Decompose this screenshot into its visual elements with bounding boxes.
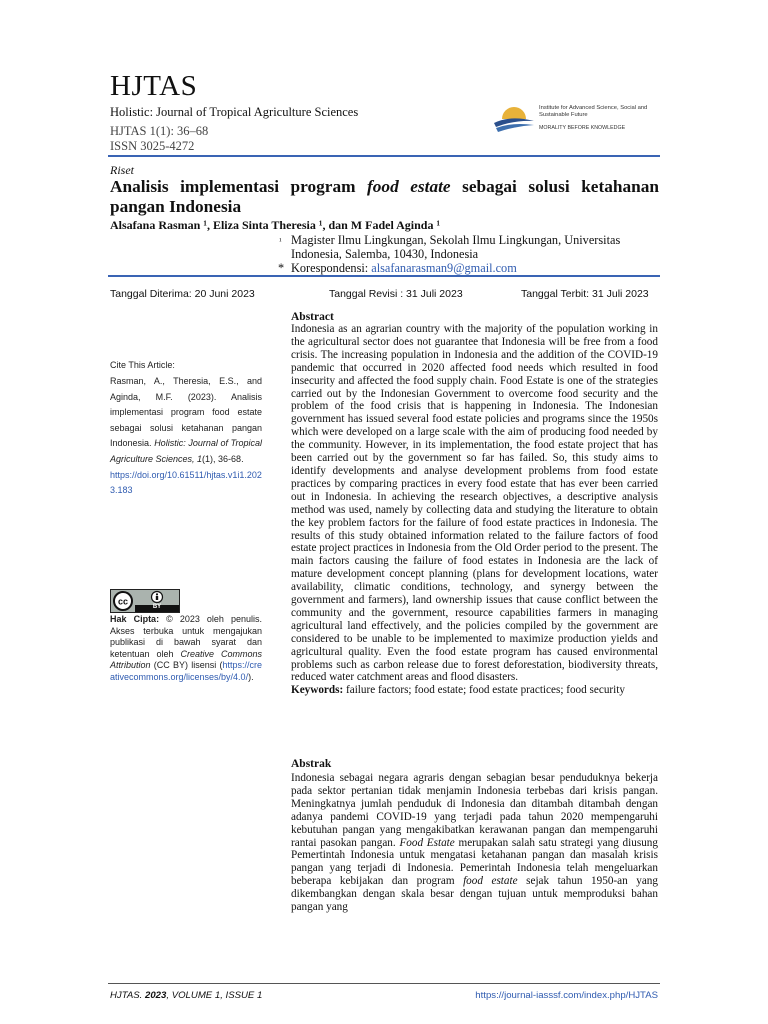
keywords-list: failure factors; food estate; food estate practices; food security [343, 684, 625, 697]
abstract-section [291, 311, 658, 697]
cc-by-label: BY [152, 604, 162, 610]
date-revised: Tanggal Revisi : 31 Juli 2023 [329, 288, 463, 300]
correspondence [291, 261, 517, 276]
correspondence-label: Korespondensi: [291, 261, 372, 275]
abstrak-body [291, 772, 658, 914]
cc-by-license-badge[interactable] [110, 589, 180, 613]
affiliation-line-1: Magister Ilmu Lingkungan, Sekolah Ilmu Lingkungan, Universitas [291, 233, 621, 247]
keywords-label: Keywords: [291, 684, 344, 697]
author-list: Alsafana Rasman ¹, Eliza Sinta Theresia ¹, dan M Fadel Aginda ¹ [110, 218, 441, 232]
header-divider [108, 155, 660, 157]
affiliation-marker: ¹ [279, 236, 282, 246]
title-divider [108, 275, 660, 277]
logo-motto: MORALITY BEFORE KNOWLEDGE [539, 125, 626, 131]
footer-journal: HJTAS. [110, 990, 143, 1001]
correspondence-marker: * [278, 261, 285, 275]
footer-divider [108, 983, 660, 984]
footer-journal-url-link[interactable]: https://journal-iasssf.com/index.php/HJTAS [475, 990, 658, 1001]
title-text-italic: food estate [367, 177, 451, 196]
doi-link[interactable]: https://doi.org/10.61511/hjtas.v1i1.2023.183 [110, 469, 262, 496]
journal-name: HJTAS [110, 70, 198, 102]
date-received: Tanggal Diterima: 20 Juni 2023 [110, 288, 255, 300]
footer-year: 2023 [142, 990, 167, 1001]
date-published: Tanggal Terbit: 31 Juli 2023 [521, 288, 649, 300]
cite-label: Cite This Article: [110, 360, 175, 370]
article-title [110, 177, 659, 217]
abstrak-text-2: merupakan salah satu strategi yang diusung Pemertintah Indonesia untuk mengatasi ketahanan pangan dan masalah krisis pangan yang terjadi di Indonesia. Pemerintah Indonesia telah mengeluarkan beberapa kebijakan dan program [291, 836, 658, 888]
copyright-label: Hak Cipta: [110, 614, 160, 624]
abstrak-text-3: sejak tahun 1950-an yang dikembangkan dengan skala besar dengan tujuan untuk memproduksi bahan pangan yang [291, 875, 658, 914]
abstract-heading: Abstract [291, 311, 334, 323]
abstract-body: Indonesia as an agrarian country with the majority of the population working in the agricultural sector does not guarantee that Indonesia will be free from a food crisis. The increasing population in Indonesia and the addition of the COVID-19 pandemic that occurred in 2020 affected food needs which resulted in food insecurity and affected the food supply chain. Food Estate is one of the strategies carried out by the Indonesian Government to overcome food security and the problem of the food crisis that is happening in Indonesia. The Indonesian government has issued several food estate policies and programs since the 1950s which were developed on a large scale with the aim of producing food needed by the community. However, in its implementation, the food estate project that has been carried out by the government so far has failed. So, this study aims to identify developments and analyse development problems from food estate practices by comparing practices in every food estate that has ever been carried out in Indonesia. In achieving the research objectives, a descriptive analysis method was used, namely by collecting data and studying the literature to obtain the key problem factors for the failure of food estate practices in Indonesia. The results of this study obtained information related to the failure factors of food estate project practices in Indonesia from the Old Order period to the present. The main factors causing the failure of food estates in Indonesia are the lack of mature development concept planning (plans for development locations, water availability, climatic conditions, technology, and synergy between the government and farmers), land ownership issues that cause conflict between the community and the government, resource capabilities farmers in managing agricultural land effectively, and the policies compiled by the government are considered to be unable to be implemented to maximize production yields and agricultural quality. Even the food estate program has caused environmental problems such as carbon release due to forest deforestation, biodiversity threats, reduced water catchment areas and flood disasters. [291, 323, 658, 684]
abstrak-italic-2: food estate [463, 875, 518, 888]
abstrak-section [291, 758, 658, 914]
license-url-link[interactable]: https://creativecommons.org/licenses/by/4.0/ [110, 660, 262, 682]
copyright-text-3: ). [248, 671, 254, 682]
journal-issn: ISSN 3025-4272 [110, 139, 195, 153]
copyright-text-italic: Creative Commons Attribution [110, 648, 262, 671]
citation-journal: Holistic: Journal of Tropical Agriculture Sciences, 1 [110, 438, 262, 464]
footer-volume: , VOLUME 1, ISSUE 1 [166, 990, 263, 1001]
article-type: Riset [110, 163, 134, 177]
title-text-start: Analisis implementasi program [110, 177, 368, 196]
copyright-text-1: © 2023 oleh penulis. Akses terbuka untuk mengajukan publikasi di bawah syarat dan ketentuan oleh [110, 614, 262, 659]
abstrak-text-1: Indonesia sebagai negara agraris dengan sebagian besar penduduknya bekerja pada sektor pertanian tidak menjamin Indonesia terbebas dari krisis pangan. Meningkatnya jumlah penduduk di Indonesia dan ditambah ditambah dengan adanya pandemi COVID-19 yang terjadi pada tahun 2020 mempengaruhi kebutuhan pangan yang mengakibatkan kerawanan pangan dan mempengaruhi rantai pasokan pangan. [291, 772, 658, 849]
sunrise-logo-icon [492, 101, 536, 135]
citation-pages: (1), 36-68. [202, 453, 244, 464]
journal-volume: HJTAS 1(1): 36–68 [110, 124, 209, 138]
footer-journal-info [110, 990, 262, 1001]
citation-text: Rasman, A., Theresia, E.S., and Aginda, M.F. (2023). Analisis implementasi program food estate sebagai solusi ketahanan pangan Indonesia. [110, 376, 262, 449]
citation [110, 374, 262, 499]
correspondence-email-link[interactable]: alsafanarasman9@gmail.com [371, 261, 517, 275]
logo-institute-text: Institute for Advanced Science, Social and Sustainable Future [539, 105, 648, 118]
copyright-text-2: (CC BY) lisensi ( [150, 660, 223, 671]
journal-full-title: Holistic: Journal of Tropical Agriculture Sciences [110, 105, 359, 119]
institute-logo [492, 101, 662, 137]
affiliation-line-2: Indonesia, Salemba, 10430, Indonesia [291, 247, 479, 261]
abstrak-heading: Abstrak [291, 758, 332, 770]
keywords [291, 684, 658, 697]
svg-text:cc: cc [117, 596, 129, 607]
copyright-notice [110, 614, 262, 684]
abstrak-italic-1: Food Estate [399, 836, 455, 849]
title-text-end: sebagai solusi ketahanan pangan Indonesia [110, 177, 659, 216]
